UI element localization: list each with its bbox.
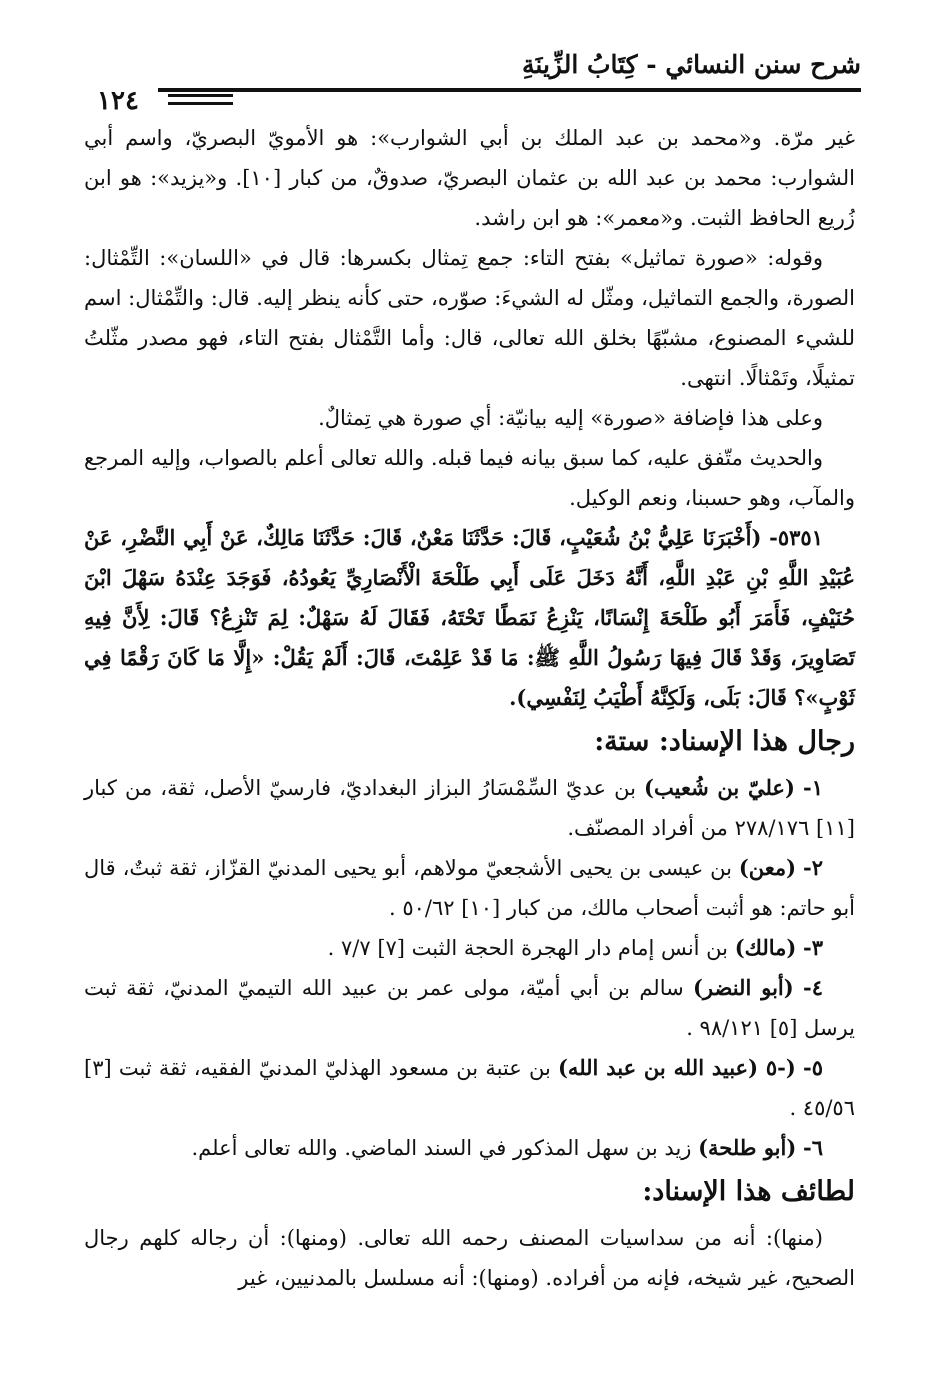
page-body [84,118,855,1298]
commentary-paragraph: وعلى هذا فإضافة «صورة» إليه بيانيّة: أي صورة هي تِمثالٌ. [318,406,823,430]
commentary-paragraph: والحديث متّفق عليه، كما سبق بيانه فيما قبله. والله تعالى أعلم بالصواب، وإليه المرجع والمآب، وهو حسبنا، ونعم الوكيل. [84,446,855,510]
subtleties-paragraph: (منها): أنه من سداسيات المصنف رحمه الله تعالى. (ومنها): أن رجاله كلهم رجال الصحيح، غير شيخه، فإنه من أفراده. (ومنها): أنه مسلسل بالمدنيين، غير [84,1226,855,1290]
narrator-name: (أبو طلحة) [698,1135,797,1160]
narrator-entry [84,848,855,928]
narrator-description: زيد بن سهل المذكور في السند الماضي. والله تعالى أعلم. [191,1136,699,1160]
running-title: شرح سنن النسائي - كِتَابُ الزِّينَةِ [522,50,861,79]
narrators-heading: رجال هذا الإسناد: ستة: [594,726,855,757]
narrator-description: بن عتبة بن مسعود الهذليّ المدنيّ الفقيه، ثقة ثبت [٣] ٤٥/٥٦ . [84,1056,855,1120]
narrator-number: ٢- [803,855,823,880]
narrator-name: (أبو النضر) [692,975,794,1000]
narrator-name: (مالك) [734,935,797,960]
narrator-number: ٣- [803,935,823,960]
hadith-text: ٥٣٥١- (أَخْبَرَنَا عَلِيُّ بْنُ شُعَيْبٍ، قَالَ: حَدَّثَنَا مَعْنٌ، قَالَ: حَدَّثَنَا مَالِكٌ، عَنْ أَبِي النَّضْرِ، عَنْ عُبَيْدِ اللَّهِ بْنِ عَبْدِ اللَّهِ، أَنَّهُ دَخَلَ عَلَى أَبِي طَلْحَةَ الْأَنْصَارِيِّ يَعُودُهُ، فَوَجَدَ عِنْدَهُ سَهْلَ ابْنَ حُنَيْفٍ، فَأَمَرَ أَبُو طَلْحَةَ إِنْسَانًا، يَنْزِعُ نَمَطًا تَحْتَهُ، فَقَالَ لَهُ سَهْلٌ: لِمَ تَنْزِعُ؟ قَالَ: لِأَنَّ فِيهِ تَصَاوِيرَ، وَقَدْ قَالَ فِيهَا رَسُولُ اللَّهِ ﷺ: مَا قَدْ عَلِمْتَ، قَالَ: أَلَمْ يَقُلْ: «إِلَّا مَا كَانَ رَقْمًا فِي ثَوْبٍ»؟ قَالَ: بَلَى، وَلَكِنَّهُ أَطْيَبُ لِنَفْسِي). [84,525,855,710]
header-rule [78,88,861,92]
narrator-entry [84,1048,855,1128]
narrator-name: (-٥ (عبيد الله بن عبد الله) [558,1055,796,1080]
narrator-number: ٤- [802,975,823,1000]
narrator-description: بن عيسى بن يحيى الأشجعيّ مولاهم، أبو يحيى المدنيّ القزّاز، ثقة ثبتٌ، قال أبو حاتم: هو أثبت أصحاب مالك، من كبار [١٠] ٥٠/٦٢ . [84,856,855,920]
page-number-rules [168,94,233,110]
narrator-number: ٥- [803,1055,823,1080]
narrator-description: سالم بن أبي أميّة، مولى عمر بن عبيد الله التيميّ المدنيّ، ثقة ثبت يرسل [٥] ٩٨/١٢١ . [84,976,855,1040]
narrator-entry [84,968,855,1048]
narrator-entry [84,768,855,848]
commentary-paragraph: غير مرّة. و«محمد بن عبد الملك بن أبي الشوارب»: هو الأمويّ البصريّ، واسم أبي الشوارب: محمد بن عبد الله بن عثمان البصريّ، صدوقٌ، من كبار [١٠]. و«يزيد»: هو ابن زُريع الحافظ الثبت. و«معمر»: هو ابن راشد. [84,126,855,230]
commentary-paragraph: وقوله: «صورة تماثيل» بفتح التاء: جمع تِمثال بكسرها: قال في «اللسان»: التِّمْثال: الصورة، والجمع التماثيل، ومثّل له الشيءَ: صوّره، حتى كأنه ينظر إليه. قال: والتِّمْثال: اسم للشيء المصنوع، مشبّهًا بخلق الله تعالى، قال: وأما التَّمْثال بفتح التاء، فهو مصدر مثّلتُ تمثيلًا، وتَمْثالًا. انتهى. [84,246,856,390]
narrator-description: بن عديّ السِّمْسَارُ البزاز البغداديّ، فارسيّ الأصل، ثقة، من كبار [١١] ٢٧٨/١٧٦ من أفراد المصنّف. [84,776,855,840]
narrator-name: (عليّ بن شُعيب) [644,775,795,800]
narrator-name: (معن) [738,855,797,880]
subtleties-heading: لطائف هذا الإسناد: [642,1176,855,1207]
narrator-entry [84,1128,855,1168]
narrator-entry [84,928,855,968]
page-number: ١٢٤ [78,86,158,116]
page-header [78,50,861,116]
narrator-description: بن أنس إمام دار الهجرة الحجة الثبت [٧] ٧/٧ . [327,936,735,960]
narrator-number: ١- [803,775,823,800]
narrator-number: ٦- [803,1135,823,1160]
